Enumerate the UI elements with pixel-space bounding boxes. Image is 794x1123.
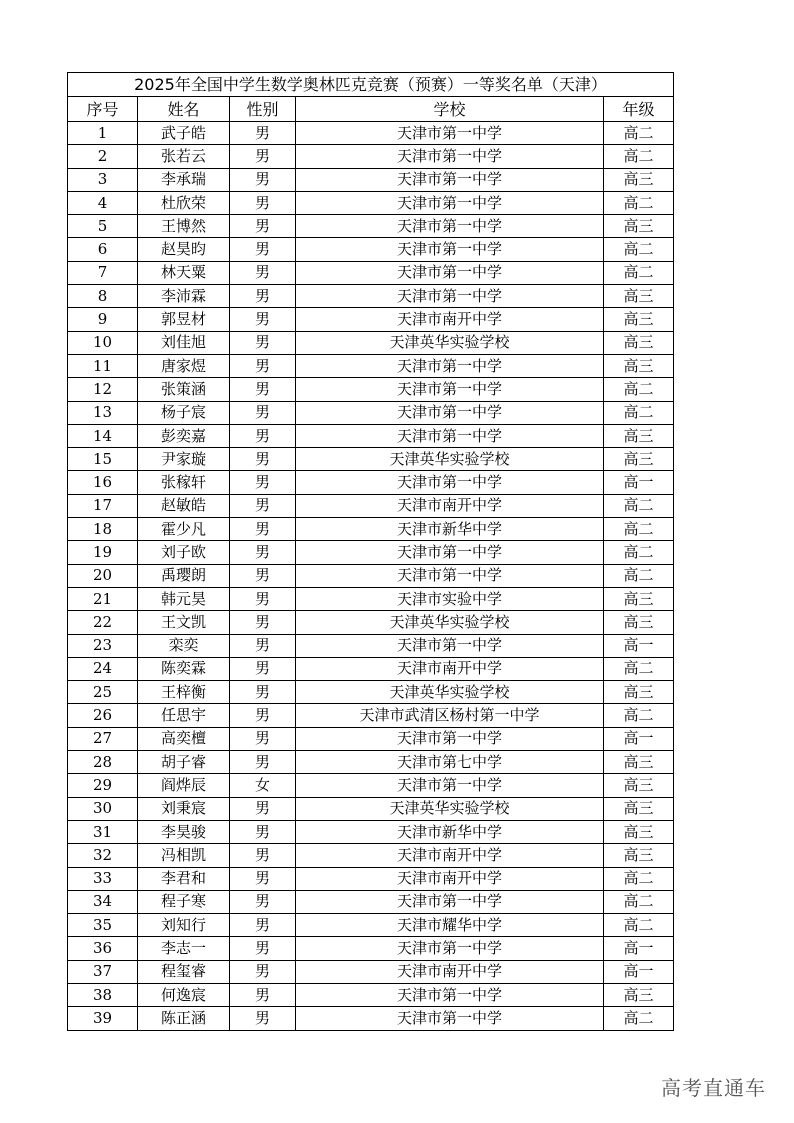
cell-grade: 高三 xyxy=(604,308,674,331)
cell-index: 27 xyxy=(68,727,138,750)
cell-school: 天津市新华中学 xyxy=(296,518,604,541)
cell-grade: 高三 xyxy=(604,285,674,308)
table-row xyxy=(68,122,674,145)
cell-name: 杜欣荣 xyxy=(138,191,230,214)
cell-grade: 高二 xyxy=(604,704,674,727)
table-row xyxy=(68,820,674,843)
cell-gender: 男 xyxy=(230,168,296,191)
cell-school: 天津市第一中学 xyxy=(296,983,604,1006)
cell-grade: 高二 xyxy=(604,261,674,284)
header-index: 序号 xyxy=(68,97,138,122)
cell-gender: 男 xyxy=(230,634,296,657)
cell-gender: 男 xyxy=(230,145,296,168)
cell-school: 天津英华实验学校 xyxy=(296,797,604,820)
cell-school: 天津市南开中学 xyxy=(296,657,604,680)
cell-grade: 高三 xyxy=(604,587,674,610)
table-row xyxy=(68,424,674,447)
cell-index: 29 xyxy=(68,774,138,797)
cell-index: 12 xyxy=(68,378,138,401)
cell-name: 唐家煜 xyxy=(138,354,230,377)
cell-name: 何逸宸 xyxy=(138,983,230,1006)
cell-grade: 高二 xyxy=(604,191,674,214)
cell-grade: 高三 xyxy=(604,681,674,704)
cell-school: 天津市第一中学 xyxy=(296,401,604,424)
cell-gender: 女 xyxy=(230,774,296,797)
cell-school: 天津市第一中学 xyxy=(296,122,604,145)
cell-gender: 男 xyxy=(230,1007,296,1030)
cell-school: 天津市南开中学 xyxy=(296,960,604,983)
cell-school: 天津市第一中学 xyxy=(296,564,604,587)
cell-name: 武子皓 xyxy=(138,122,230,145)
cell-grade: 高三 xyxy=(604,751,674,774)
cell-grade: 高二 xyxy=(604,890,674,913)
cell-grade: 高三 xyxy=(604,797,674,820)
cell-school: 天津市南开中学 xyxy=(296,844,604,867)
cell-grade: 高三 xyxy=(604,844,674,867)
cell-name: 李承瑞 xyxy=(138,168,230,191)
cell-school: 天津市南开中学 xyxy=(296,867,604,890)
cell-grade: 高二 xyxy=(604,657,674,680)
cell-index: 9 xyxy=(68,308,138,331)
cell-school: 天津市武清区杨村第一中学 xyxy=(296,704,604,727)
cell-gender: 男 xyxy=(230,448,296,471)
table-row xyxy=(68,867,674,890)
table-row xyxy=(68,378,674,401)
cell-grade: 高二 xyxy=(604,494,674,517)
header-gender: 性别 xyxy=(230,97,296,122)
cell-grade: 高三 xyxy=(604,331,674,354)
cell-gender: 男 xyxy=(230,308,296,331)
cell-name: 李志一 xyxy=(138,937,230,960)
cell-gender: 男 xyxy=(230,238,296,261)
cell-school: 天津市新华中学 xyxy=(296,820,604,843)
cell-grade: 高三 xyxy=(604,820,674,843)
cell-grade: 高二 xyxy=(604,122,674,145)
cell-grade: 高二 xyxy=(604,1007,674,1030)
cell-index: 11 xyxy=(68,354,138,377)
cell-grade: 高二 xyxy=(604,867,674,890)
cell-school: 天津市第七中学 xyxy=(296,751,604,774)
cell-gender: 男 xyxy=(230,751,296,774)
cell-school: 天津市南开中学 xyxy=(296,308,604,331)
cell-name: 陈奕霖 xyxy=(138,657,230,680)
cell-gender: 男 xyxy=(230,681,296,704)
cell-index: 33 xyxy=(68,867,138,890)
cell-gender: 男 xyxy=(230,191,296,214)
cell-name: 韩元昊 xyxy=(138,587,230,610)
cell-school: 天津英华实验学校 xyxy=(296,448,604,471)
cell-gender: 男 xyxy=(230,285,296,308)
cell-school: 天津英华实验学校 xyxy=(296,611,604,634)
cell-name: 张策涵 xyxy=(138,378,230,401)
cell-name: 刘子欧 xyxy=(138,541,230,564)
cell-index: 36 xyxy=(68,937,138,960)
cell-grade: 高三 xyxy=(604,983,674,1006)
cell-name: 郭昱材 xyxy=(138,308,230,331)
cell-name: 霍少凡 xyxy=(138,518,230,541)
cell-name: 李君和 xyxy=(138,867,230,890)
table-row xyxy=(68,751,674,774)
cell-name: 林天粟 xyxy=(138,261,230,284)
table-title: 2025年全国中学生数学奥林匹克竞赛（预赛）一等奖名单（天津） xyxy=(67,72,674,96)
cell-index: 24 xyxy=(68,657,138,680)
cell-grade: 高二 xyxy=(604,145,674,168)
cell-school: 天津市第一中学 xyxy=(296,727,604,750)
cell-index: 23 xyxy=(68,634,138,657)
cell-gender: 男 xyxy=(230,215,296,238)
cell-school: 天津市第一中学 xyxy=(296,1007,604,1030)
cell-name: 刘秉宸 xyxy=(138,797,230,820)
cell-index: 8 xyxy=(68,285,138,308)
cell-grade: 高三 xyxy=(604,215,674,238)
cell-grade: 高二 xyxy=(604,378,674,401)
cell-name: 胡子睿 xyxy=(138,751,230,774)
cell-name: 高奕檀 xyxy=(138,727,230,750)
cell-index: 28 xyxy=(68,751,138,774)
header-school: 学校 xyxy=(296,97,604,122)
cell-school: 天津市第一中学 xyxy=(296,937,604,960)
table-row xyxy=(68,960,674,983)
cell-index: 32 xyxy=(68,844,138,867)
cell-gender: 男 xyxy=(230,354,296,377)
cell-name: 杨子宸 xyxy=(138,401,230,424)
cell-index: 5 xyxy=(68,215,138,238)
cell-gender: 男 xyxy=(230,378,296,401)
table-row xyxy=(68,471,674,494)
cell-index: 18 xyxy=(68,518,138,541)
cell-name: 刘佳旭 xyxy=(138,331,230,354)
cell-gender: 男 xyxy=(230,424,296,447)
cell-index: 17 xyxy=(68,494,138,517)
cell-name: 禹璎朗 xyxy=(138,564,230,587)
cell-school: 天津市第一中学 xyxy=(296,774,604,797)
cell-grade: 高三 xyxy=(604,774,674,797)
cell-gender: 男 xyxy=(230,820,296,843)
cell-index: 25 xyxy=(68,681,138,704)
table-row xyxy=(68,983,674,1006)
cell-grade: 高一 xyxy=(604,727,674,750)
table-row xyxy=(68,564,674,587)
cell-name: 尹家璇 xyxy=(138,448,230,471)
cell-name: 李沛霖 xyxy=(138,285,230,308)
cell-index: 15 xyxy=(68,448,138,471)
cell-index: 3 xyxy=(68,168,138,191)
cell-name: 张稼轩 xyxy=(138,471,230,494)
cell-gender: 男 xyxy=(230,541,296,564)
cell-gender: 男 xyxy=(230,867,296,890)
cell-index: 19 xyxy=(68,541,138,564)
table-row xyxy=(68,494,674,517)
cell-name: 王博然 xyxy=(138,215,230,238)
table-row xyxy=(68,448,674,471)
table-row xyxy=(68,611,674,634)
cell-school: 天津市第一中学 xyxy=(296,215,604,238)
cell-gender: 男 xyxy=(230,587,296,610)
table-row xyxy=(68,215,674,238)
table-row xyxy=(68,844,674,867)
cell-name: 陈正涵 xyxy=(138,1007,230,1030)
cell-index: 34 xyxy=(68,890,138,913)
cell-index: 35 xyxy=(68,914,138,937)
table-row xyxy=(68,168,674,191)
table-row xyxy=(68,681,674,704)
cell-grade: 高二 xyxy=(604,238,674,261)
cell-gender: 男 xyxy=(230,471,296,494)
table-row xyxy=(68,937,674,960)
table-row xyxy=(68,354,674,377)
cell-gender: 男 xyxy=(230,122,296,145)
cell-index: 26 xyxy=(68,704,138,727)
cell-name: 任思宇 xyxy=(138,704,230,727)
cell-index: 2 xyxy=(68,145,138,168)
cell-index: 22 xyxy=(68,611,138,634)
cell-name: 彭奕嘉 xyxy=(138,424,230,447)
table-row xyxy=(68,914,674,937)
cell-school: 天津市第一中学 xyxy=(296,471,604,494)
cell-grade: 高二 xyxy=(604,401,674,424)
table-row xyxy=(68,890,674,913)
cell-gender: 男 xyxy=(230,657,296,680)
table-row xyxy=(68,401,674,424)
cell-school: 天津市第一中学 xyxy=(296,145,604,168)
cell-school: 天津市第一中学 xyxy=(296,168,604,191)
cell-index: 37 xyxy=(68,960,138,983)
table-row xyxy=(68,797,674,820)
header-row xyxy=(68,97,674,122)
table-row xyxy=(68,657,674,680)
cell-gender: 男 xyxy=(230,401,296,424)
cell-school: 天津英华实验学校 xyxy=(296,681,604,704)
cell-name: 刘知行 xyxy=(138,914,230,937)
cell-name: 赵昊昀 xyxy=(138,238,230,261)
cell-index: 31 xyxy=(68,820,138,843)
watermark-text: 高考直通车 xyxy=(661,1076,766,1100)
table-row xyxy=(68,261,674,284)
cell-grade: 高一 xyxy=(604,634,674,657)
cell-index: 4 xyxy=(68,191,138,214)
cell-gender: 男 xyxy=(230,937,296,960)
cell-index: 13 xyxy=(68,401,138,424)
cell-school: 天津市南开中学 xyxy=(296,494,604,517)
cell-name: 栾奕 xyxy=(138,634,230,657)
cell-index: 38 xyxy=(68,983,138,1006)
table-row xyxy=(68,238,674,261)
cell-school: 天津市第一中学 xyxy=(296,378,604,401)
table-row xyxy=(68,774,674,797)
cell-grade: 高三 xyxy=(604,424,674,447)
cell-index: 14 xyxy=(68,424,138,447)
cell-index: 39 xyxy=(68,1007,138,1030)
cell-name: 阎烨辰 xyxy=(138,774,230,797)
cell-school: 天津市第一中学 xyxy=(296,191,604,214)
cell-grade: 高一 xyxy=(604,960,674,983)
cell-school: 天津市第一中学 xyxy=(296,285,604,308)
table-row xyxy=(68,704,674,727)
cell-name: 李昊骏 xyxy=(138,820,230,843)
cell-gender: 男 xyxy=(230,261,296,284)
cell-name: 程子寒 xyxy=(138,890,230,913)
cell-name: 张若云 xyxy=(138,145,230,168)
cell-grade: 高三 xyxy=(604,168,674,191)
cell-grade: 高三 xyxy=(604,354,674,377)
cell-gender: 男 xyxy=(230,983,296,1006)
cell-grade: 高三 xyxy=(604,448,674,471)
table-row xyxy=(68,541,674,564)
cell-gender: 男 xyxy=(230,960,296,983)
cell-grade: 高三 xyxy=(604,611,674,634)
cell-grade: 高一 xyxy=(604,937,674,960)
table-row xyxy=(68,727,674,750)
cell-gender: 男 xyxy=(230,704,296,727)
cell-name: 王梓衡 xyxy=(138,681,230,704)
cell-grade: 高二 xyxy=(604,541,674,564)
table-row xyxy=(68,587,674,610)
cell-grade: 高二 xyxy=(604,564,674,587)
cell-gender: 男 xyxy=(230,890,296,913)
table-row xyxy=(68,191,674,214)
cell-gender: 男 xyxy=(230,518,296,541)
cell-school: 天津市第一中学 xyxy=(296,261,604,284)
cell-name: 王文凯 xyxy=(138,611,230,634)
table-row xyxy=(68,285,674,308)
cell-name: 赵敏皓 xyxy=(138,494,230,517)
cell-school: 天津市第一中学 xyxy=(296,424,604,447)
cell-index: 7 xyxy=(68,261,138,284)
header-name: 姓名 xyxy=(138,97,230,122)
header-grade: 年级 xyxy=(604,97,674,122)
cell-index: 10 xyxy=(68,331,138,354)
table-row xyxy=(68,518,674,541)
cell-school: 天津市第一中学 xyxy=(296,354,604,377)
cell-grade: 高二 xyxy=(604,518,674,541)
table-row xyxy=(68,1007,674,1030)
cell-index: 21 xyxy=(68,587,138,610)
table-row xyxy=(68,308,674,331)
cell-name: 冯相凯 xyxy=(138,844,230,867)
cell-index: 30 xyxy=(68,797,138,820)
table-row xyxy=(68,145,674,168)
cell-name: 程玺睿 xyxy=(138,960,230,983)
cell-gender: 男 xyxy=(230,844,296,867)
cell-gender: 男 xyxy=(230,797,296,820)
award-list-table xyxy=(67,72,674,1031)
cell-school: 天津市第一中学 xyxy=(296,238,604,261)
cell-index: 20 xyxy=(68,564,138,587)
cell-index: 1 xyxy=(68,122,138,145)
table-row xyxy=(68,634,674,657)
cell-gender: 男 xyxy=(230,727,296,750)
cell-school: 天津市实验中学 xyxy=(296,587,604,610)
cell-school: 天津市耀华中学 xyxy=(296,914,604,937)
cell-gender: 男 xyxy=(230,494,296,517)
cell-school: 天津市第一中学 xyxy=(296,541,604,564)
cell-grade: 高二 xyxy=(604,914,674,937)
cell-gender: 男 xyxy=(230,914,296,937)
cell-index: 6 xyxy=(68,238,138,261)
table-row xyxy=(68,331,674,354)
cell-index: 16 xyxy=(68,471,138,494)
cell-school: 天津英华实验学校 xyxy=(296,331,604,354)
cell-gender: 男 xyxy=(230,611,296,634)
cell-gender: 男 xyxy=(230,331,296,354)
cell-grade: 高一 xyxy=(604,471,674,494)
cell-gender: 男 xyxy=(230,564,296,587)
cell-school: 天津市第一中学 xyxy=(296,634,604,657)
cell-school: 天津市第一中学 xyxy=(296,890,604,913)
